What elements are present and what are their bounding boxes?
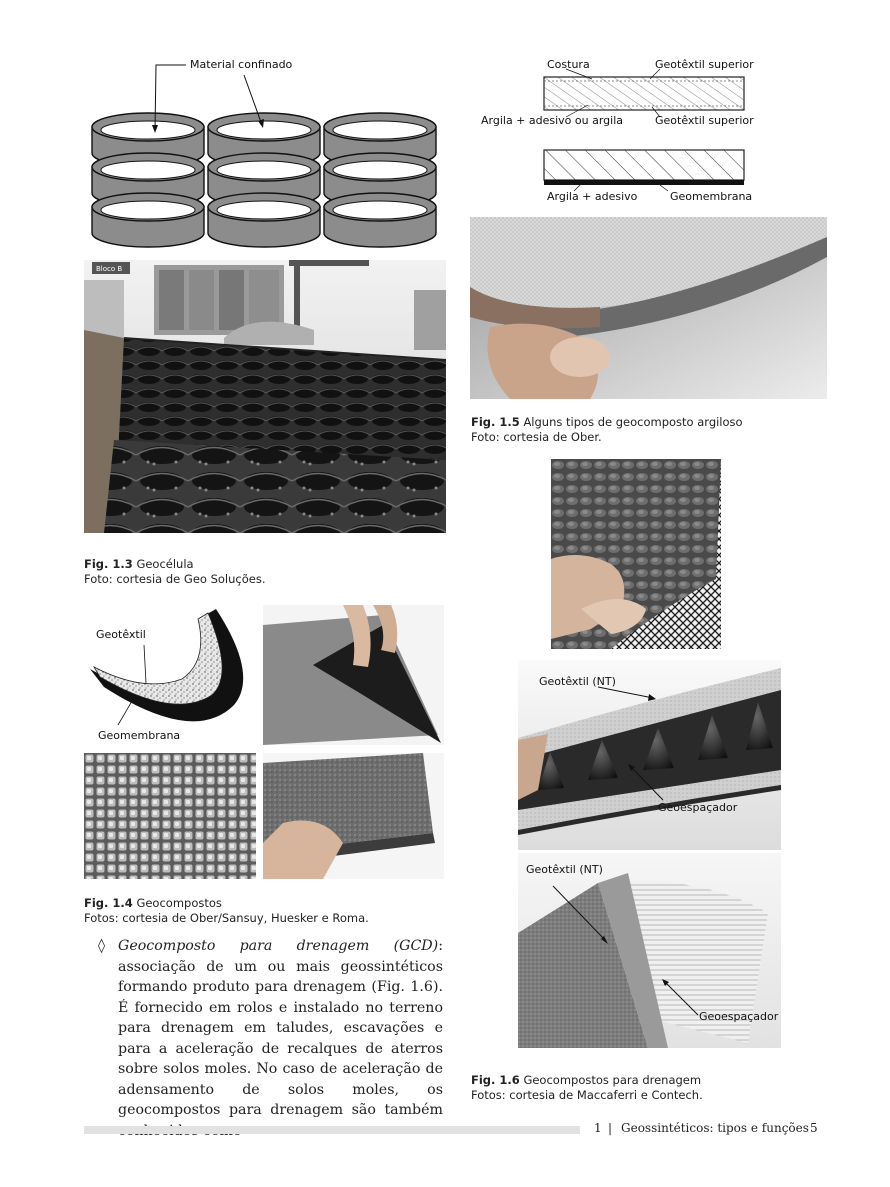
footer-chapter-number: 1 — [594, 1121, 602, 1135]
geomembrana-label: Geomembrana — [98, 729, 181, 742]
geocell-diagram — [84, 55, 446, 260]
clay-geocomposite-photo — [470, 217, 827, 399]
fig14-caption — [84, 896, 444, 926]
geotextil-nt-label-b: Geotêxtil (NT) — [526, 863, 603, 876]
footer-bar — [84, 1126, 580, 1134]
fig14-title: Geocompostos — [136, 896, 222, 910]
fig16-number: Fig. 1.6 — [471, 1073, 520, 1087]
fig15-credit: Foto: cortesia de Ober. — [471, 430, 602, 444]
geotextil-nt-label-a: Geotêxtil (NT) — [539, 675, 616, 688]
material-confinado-label: Material confinado — [190, 58, 293, 71]
geocomposite-photo-fabric — [263, 753, 444, 879]
fig16-credit: Fotos: cortesia de Maccaferri e Contech. — [471, 1088, 703, 1102]
geocell-photo — [84, 260, 446, 533]
footer-chapter-title: Geossintéticos: tipos e funções — [621, 1121, 809, 1135]
bullet-symbol: ◊ — [98, 938, 106, 954]
fig16-caption — [471, 1073, 828, 1103]
fig13-caption — [84, 557, 424, 587]
argila-adesivo-ou-argila-label: Argila + adesivo ou argila — [481, 114, 624, 127]
geomembrana-label-2: Geomembrana — [670, 190, 753, 203]
fig15-caption — [471, 415, 828, 445]
geotextil-superior-label-2: Geotêxtil superior — [655, 114, 754, 127]
geotextil-label: Geotêxtil — [96, 628, 146, 641]
photo-sign-text: Bloco B — [96, 265, 123, 273]
geoespacador-label-a: Geoespaçador — [658, 801, 738, 814]
body-text: : associação de um ou mais geossintéticos formando produto para drenagem (Fig. 1.6). É fornecido em rolos e instalado no terreno para drenagem em taludes, escavações e para a aceleração de recalques de aterros sobre solos moles. No caso de aceleração de adensamento de solos moles, os geocompostos para drenagem são também — [118, 938, 443, 1118]
geocomposite-photo-grid — [84, 753, 256, 879]
geotextil-superior-label-1: Geotêxtil superior — [655, 58, 754, 71]
drainage-photo-cones — [518, 660, 781, 850]
costura-label: Costura — [547, 58, 590, 71]
term-gcd: Geocomposto para drenagem (GCD) — [118, 938, 439, 954]
geocomposite-diagram — [84, 605, 256, 745]
drainage-photo-texture — [551, 459, 721, 649]
fig14-number: Fig. 1.4 — [84, 896, 133, 910]
fig13-number: Fig. 1.3 — [84, 557, 133, 571]
body-paragraph — [98, 936, 443, 1141]
footer-separator: | — [608, 1121, 613, 1135]
fig15-title: Alguns tipos de geocomposto argiloso — [523, 415, 743, 429]
footer-page-number: 5 — [810, 1121, 818, 1135]
clay-geocomposite-diagram — [470, 55, 760, 205]
geoespacador-label-b: Geoespaçador — [699, 1010, 779, 1023]
fig13-title: Geocélula — [136, 557, 194, 571]
fig16-title: Geocompostos para drenagem — [523, 1073, 702, 1087]
geocomposite-photo-hand — [263, 605, 444, 745]
fig13-credit: Foto: cortesia de Geo Soluções. — [84, 572, 266, 586]
fig15-number: Fig. 1.5 — [471, 415, 520, 429]
argila-adesivo-label: Argila + adesivo — [547, 190, 638, 203]
fig14-credit: Fotos: cortesia de Ober/Sansuy, Huesker e Roma. — [84, 911, 369, 925]
